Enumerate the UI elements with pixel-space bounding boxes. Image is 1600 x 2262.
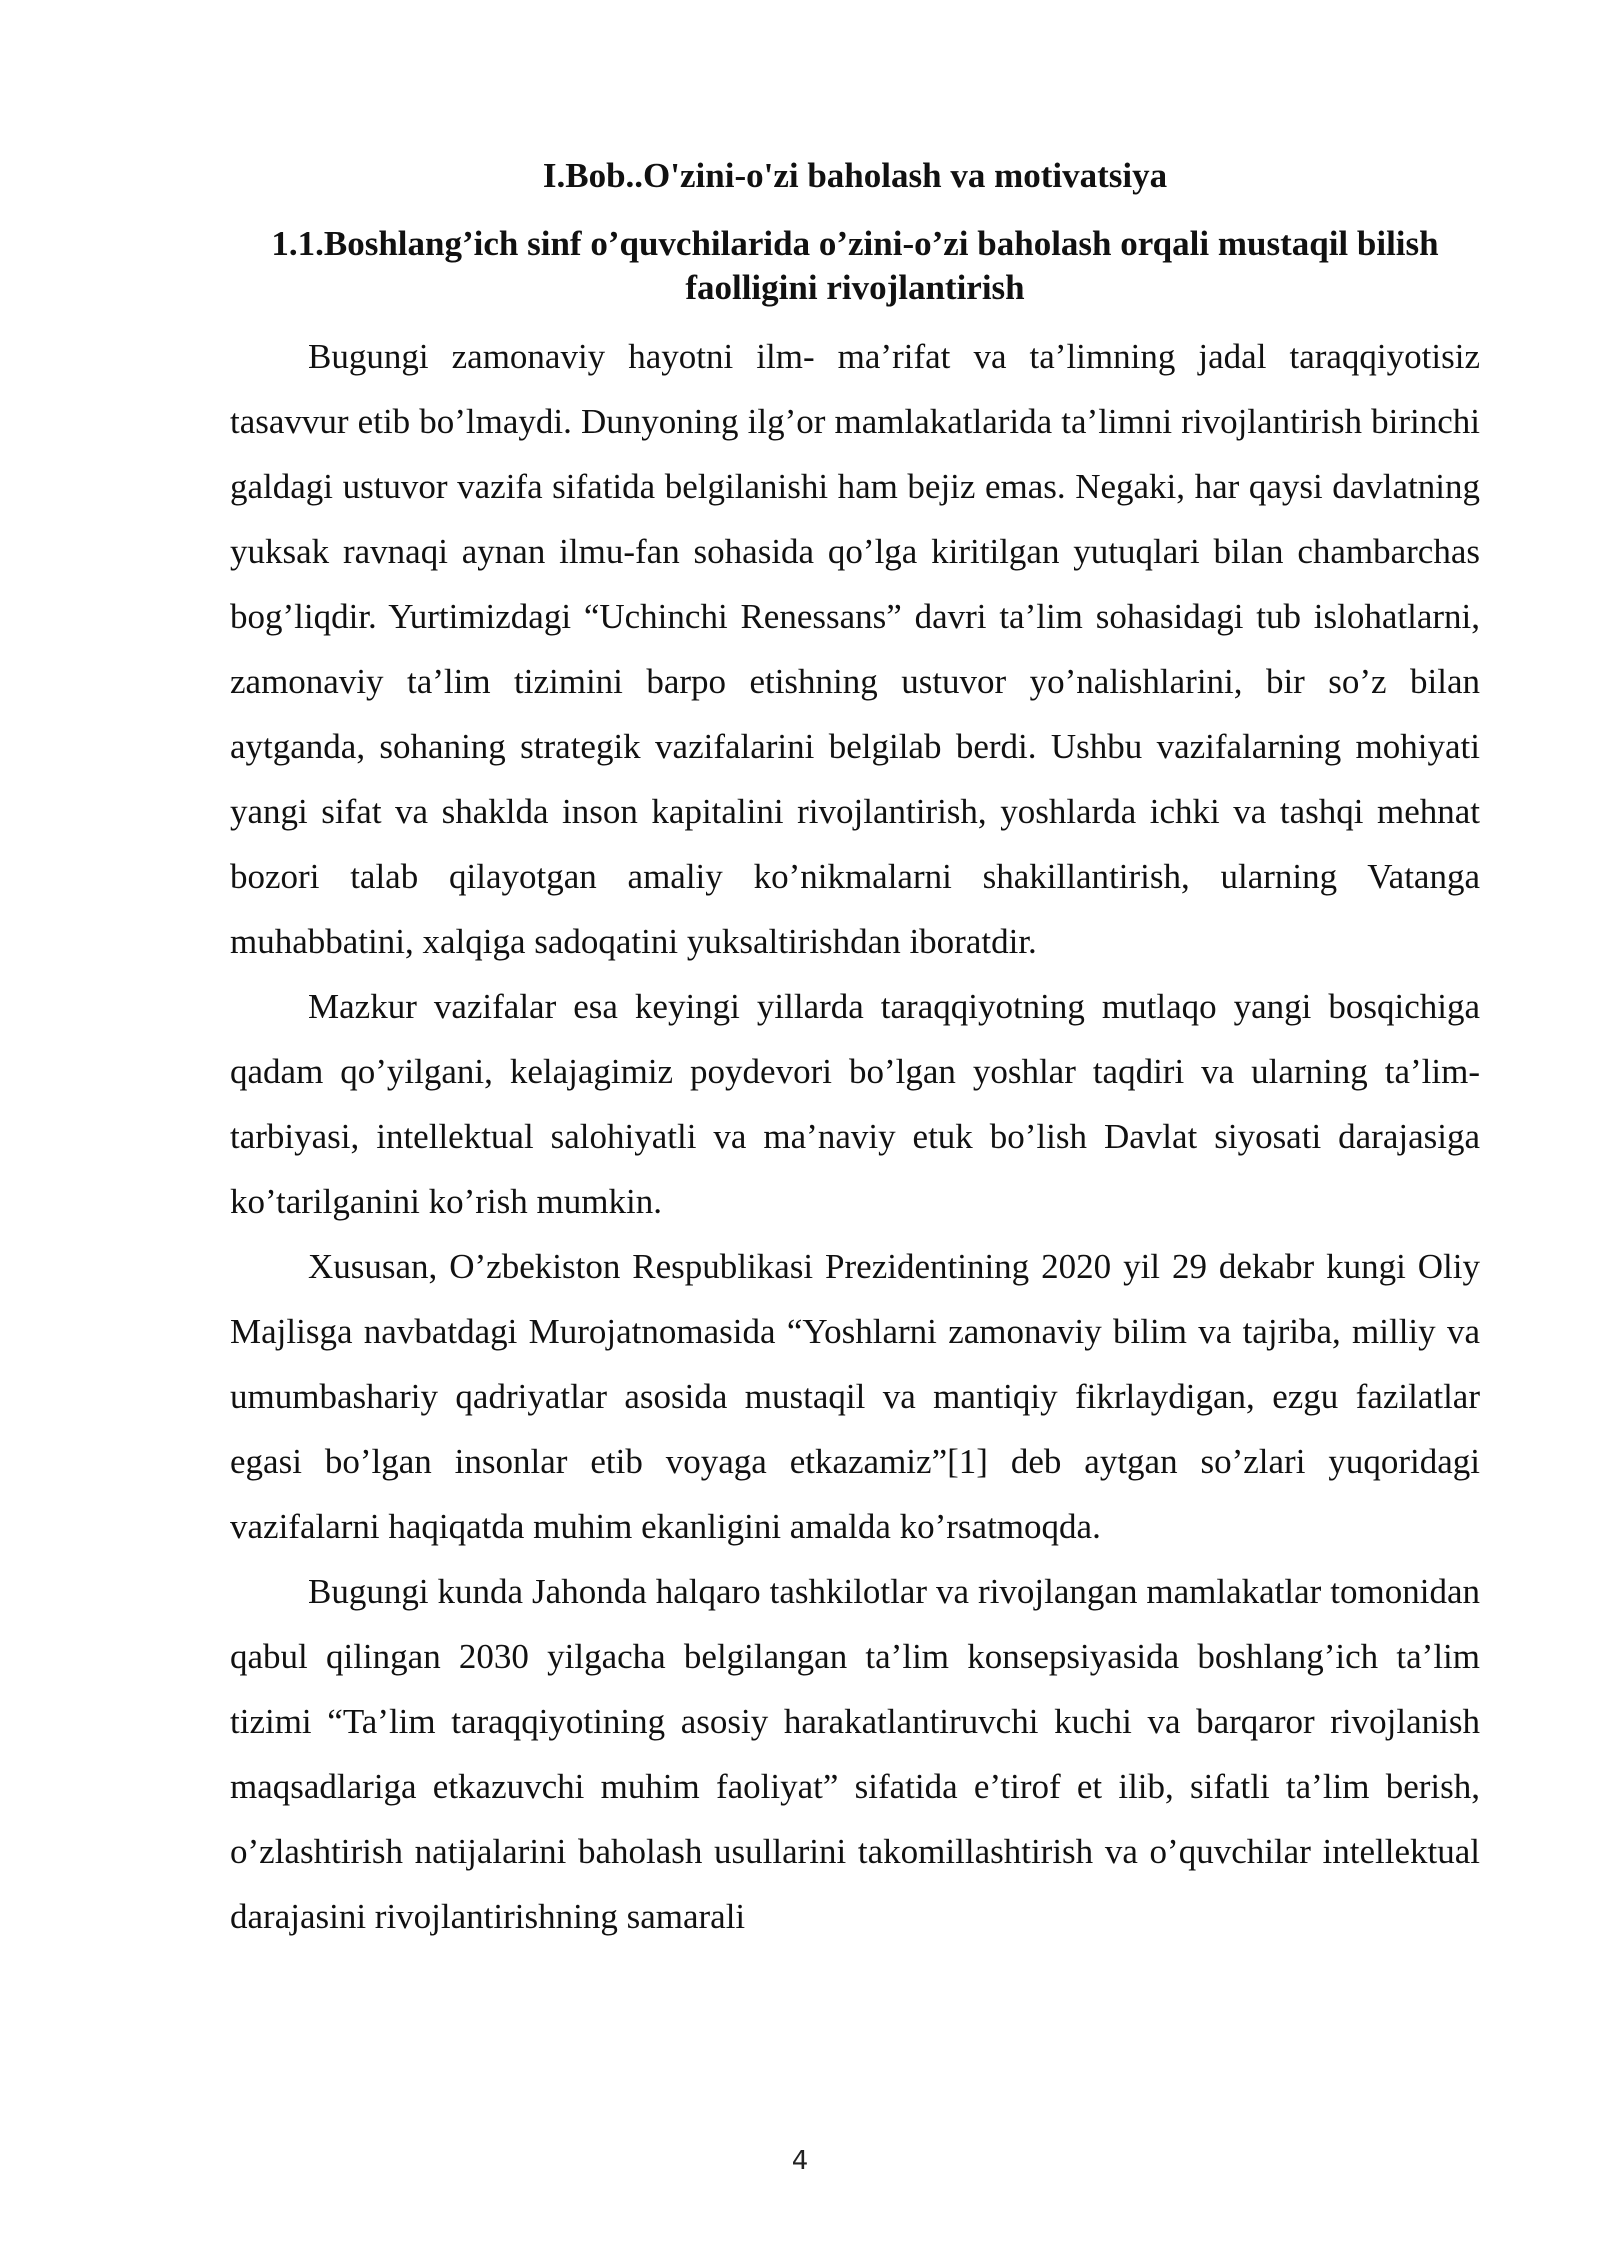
paragraph-1: Bugungi zamonaviy hayotni ilm- ma’rifat va ta’limning jadal taraqqiyotisiz tasavvur etib bo’lmaydi. Dunyoning ilg’or mamlakatlarida ta’limni rivojlantirish birinchi galdagi ustuvor vazifa sifatida belgilanishi ham bejiz emas. Negaki, har qaysi davlatning yuksak ravnaqi aynan ilmu-fan sohasida qo’lga kiritilgan yutuqlari bilan chambarchas bog’liqdir. Yurtimizdagi “Uchinchi Renessans” davri ta’lim sohasidagi tub islohatlarni, zamonaviy ta’lim tizimini barpo etishning ustuvor yo’nalishlarini, bir so’z bilan aytganda, sohaning strategik vazifalarini belgilab berdi. Ushbu vazifalarning mohiyati yangi sifat va shaklda inson kapitalini rivojlantirish, yoshlarda ichki va tashqi mehnat bozori talab qilayotgan amaliy ko’nikmalarni shakillantirish, ularning Vatanga muhabbatini, xalqiga sadoqatini yuksaltirishdan iboratdir. <box>230 337 1480 961</box>
section-title: 1.1.Boshlang’ich sinf o’quvchilarida o’zini-o’zi baholash orqali mustaqil bilish faolligini rivojlantirish <box>271 224 1439 307</box>
chapter-title: I.Bob..O'zini-o'zi baholash va motivatsiya <box>542 156 1168 195</box>
paragraph-3: Xususan, O’zbekiston Respublikasi Prezidentining 2020 yil 29 dekabr kungi Oliy Majlisga navbatdagi Murojatnomasida “Yoshlarni zamonaviy bilim va tajriba, milliy va umumbashariy qadriyatlar asosida mustaqil va mantiqiy fikrlaydigan, ezgu fazilatlar egasi bo’lgan insonlar etib voyaga etkazamiz”[1] deb aytgan so’zlari yuqoridagi vazifalarni haqiqatda muhim ekanligini amalda ko’rsatmoqda. <box>230 1247 1480 1546</box>
body-text <box>230 324 1480 1949</box>
paragraph-2: Mazkur vazifalar esa keyingi yillarda taraqqiyotning mutlaqo yangi bosqichiga qadam qo’yilgani, kelajagimiz poydevori bo’lgan yoshlar taqdiri va ularning ta’lim-tarbiyasi, intellektual salohiyatli va ma’naviy etuk bo’lish Davlat siyosati darajasiga ko’tarilganini ko’rish mumkin. <box>230 987 1480 1221</box>
page-number: 4 <box>791 2146 809 2176</box>
paragraph-4: Bugungi kunda Jahonda halqaro tashkilotlar va rivojlangan mamlakatlar tomonidan qabul qilingan 2030 yilgacha belgilangan ta’lim konsepsiyasida boshlang’ich ta’lim tizimi “Ta’lim taraqqiyotining asosiy harakatlantiruvchi kuchi va barqaror rivojlanish maqsadlariga etkazuvchi muhim faoliyat” sifatida e’tirof et ilib, sifatli ta’lim berish, o’zlashtirish natijalarini baholash usullarini takomillashtirish va o’quvchilar intellektual darajasini rivojlantirishning samarali <box>230 1572 1480 1936</box>
page-content <box>230 150 1480 1949</box>
